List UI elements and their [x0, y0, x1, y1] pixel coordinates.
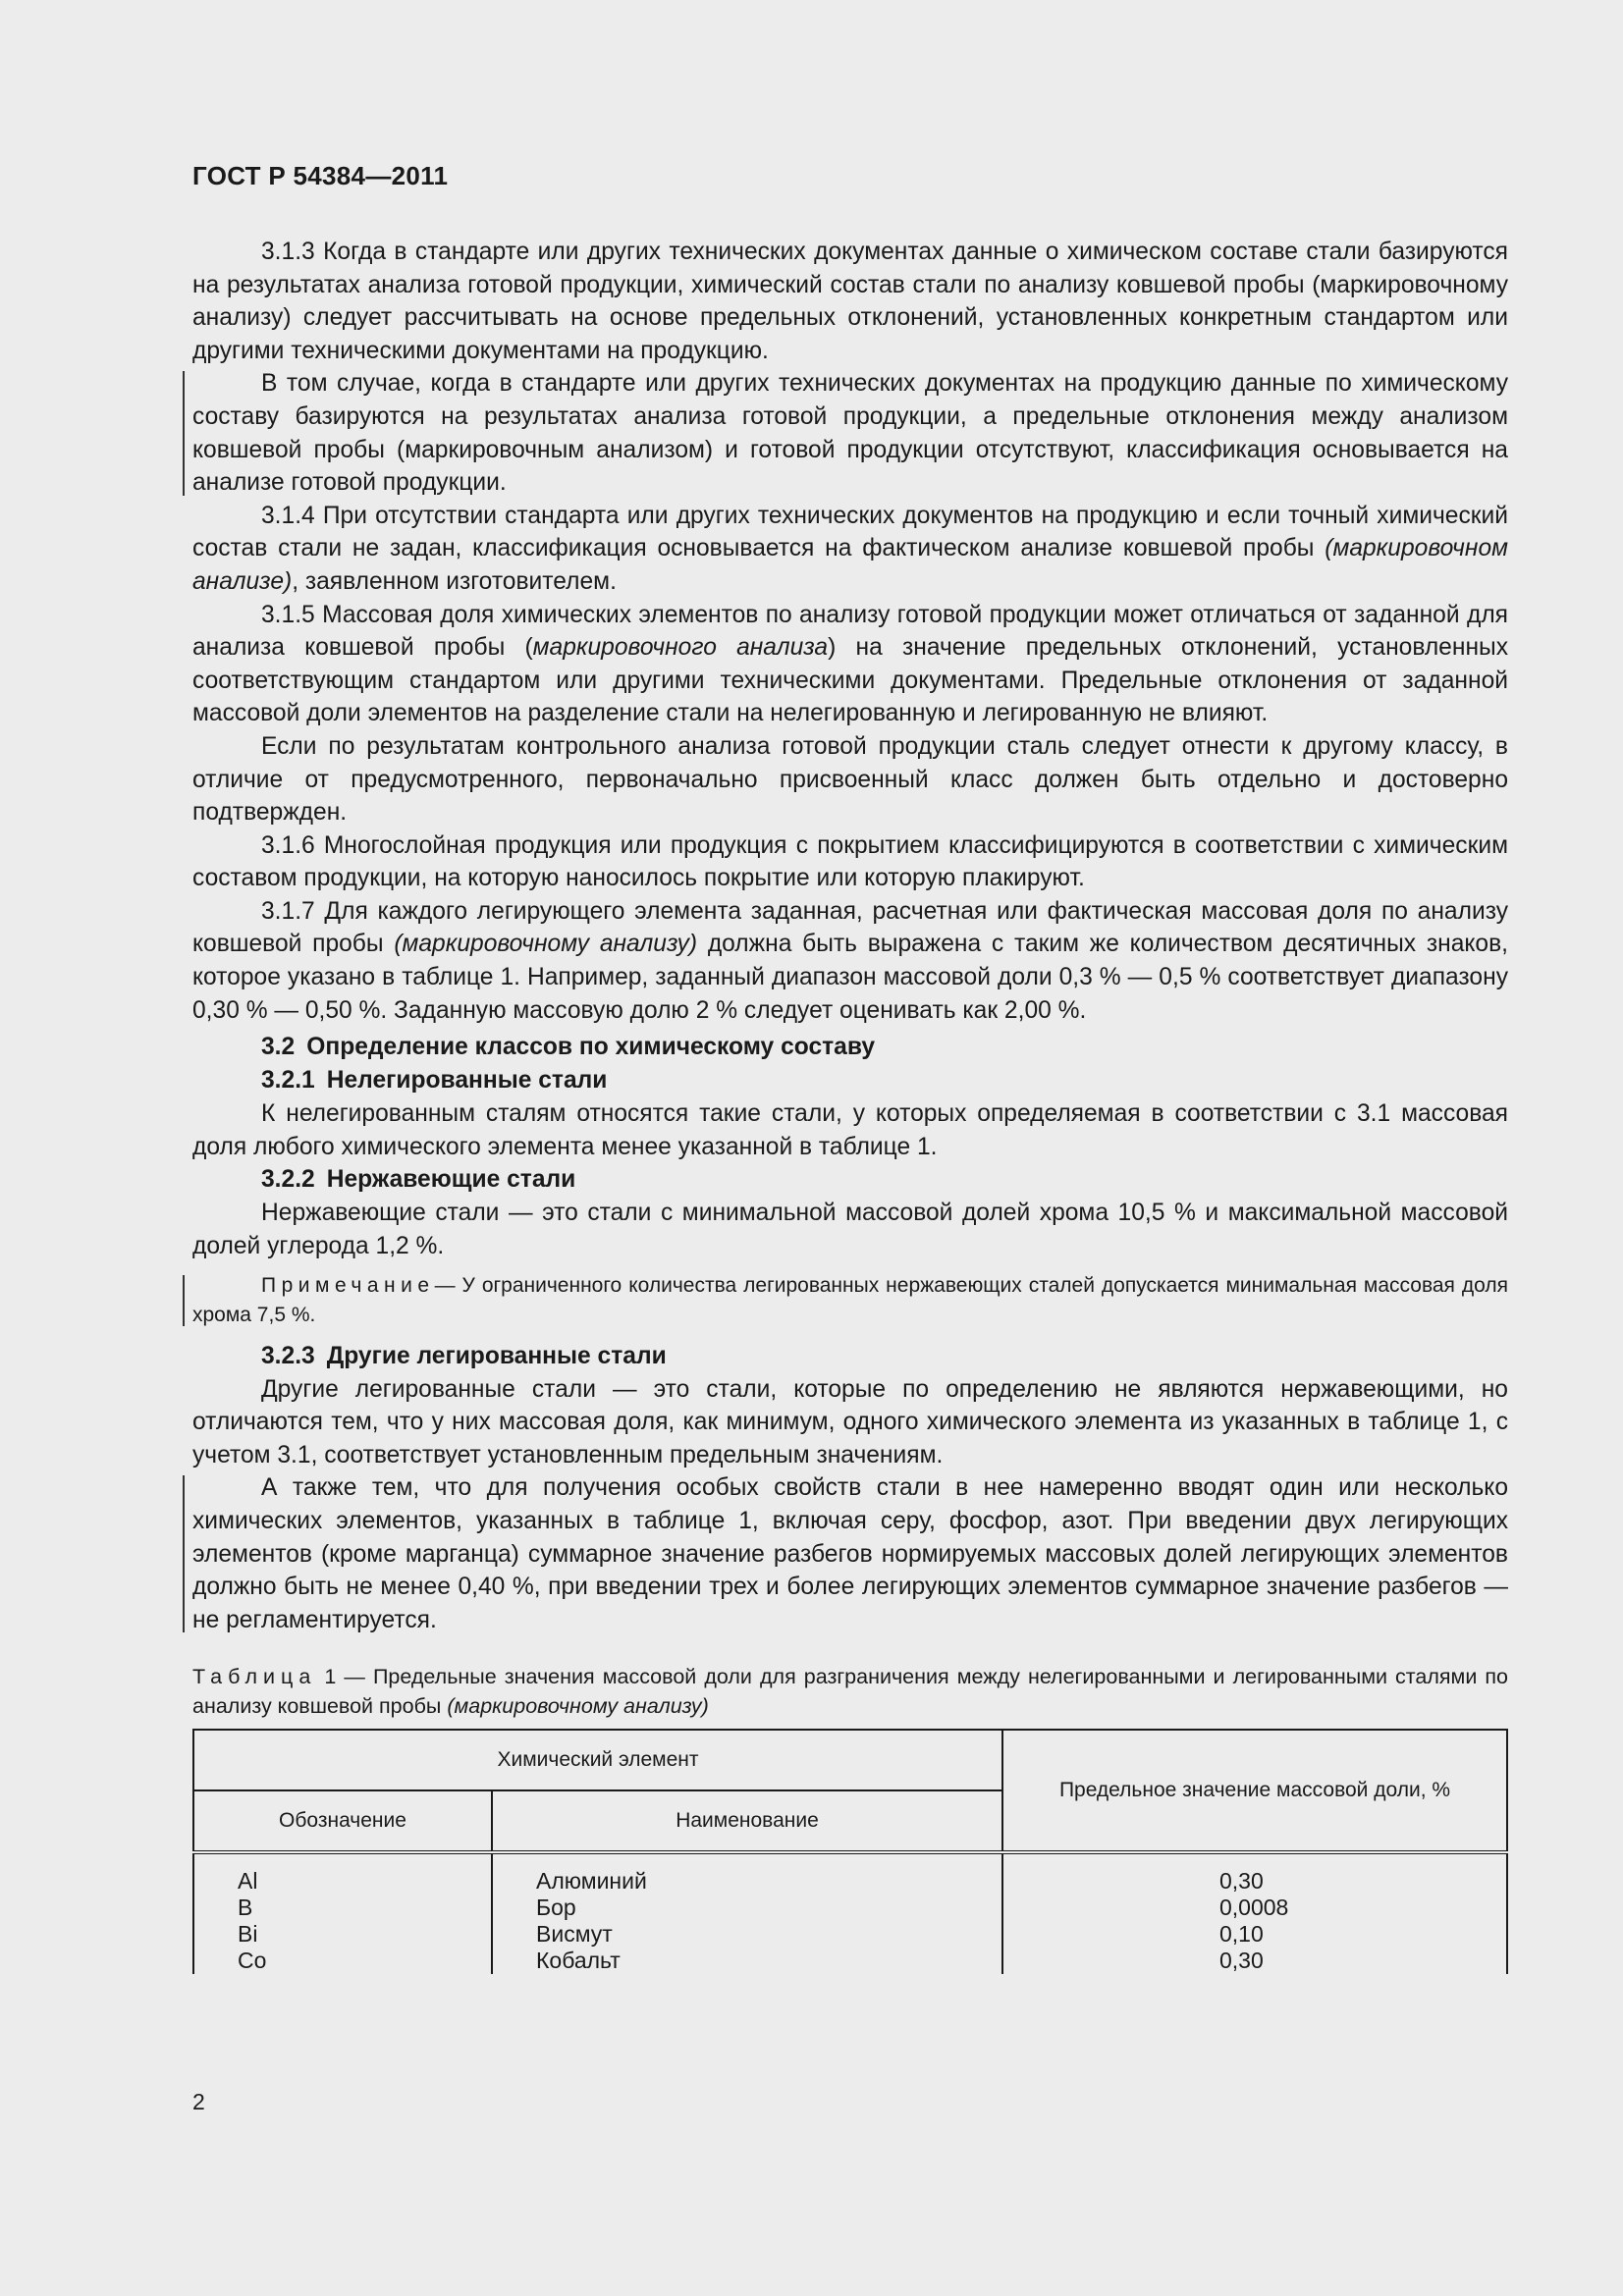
text-run: 3.1.4 При отсутствии стандарта или других технических документов на продукцию и если точный химический состав стали не задан, классификация основывается на фактическом анализе ковшевой пробы	[192, 502, 1508, 562]
section-number: 3.2.1	[261, 1067, 315, 1095]
paragraph-3-2-2: Нержавеющие стали — это стали с минимальной массовой долей хрома 10,5 % и максимальной массовой долей углерода 1,2 %.	[192, 1200, 1508, 1260]
text-run: , заявленном изготовителем.	[292, 567, 617, 595]
paragraph-3-1-5	[192, 599, 1508, 730]
cell-value: 0,0008	[1002, 1895, 1507, 1921]
table-1	[192, 1729, 1508, 1974]
section-number: 3.2.2	[261, 1166, 315, 1194]
paragraph-3-1-7	[192, 895, 1508, 1027]
paragraph-3-1-3-continued: В том случае, когда в стандарте или других технических документах на продукцию данные по химическому составу базируются на результатах анализа готовой продукции, а предельные отклонения между анализом ковшевой пробы (маркировочным анализом) и готовой продукции отсутствуют, классификация основывается на анализе готовой продукции.	[192, 367, 1508, 499]
paragraph-3-1-3: 3.1.3 Когда в стандарте или других технических документах данные о химическом составе стали базируются на результатах анализа готовой продукции, химический состав стали по анализу ковшевой пробы (маркировочному анализу) следует рассчитывать на основе предельных отклонений, установленных конкретным стандартом или другими техническими документами на продукцию.	[192, 239, 1508, 364]
table-caption-label: Таблица	[192, 1665, 317, 1689]
italic-run: маркировочного анализа	[532, 634, 829, 662]
cell-name: Алюминий	[492, 1852, 1002, 1895]
section-heading-3-2-1	[192, 1064, 1508, 1097]
text-run: ) на значение предельных отклонений, установленных соответствующим стандартом или другими техническими документами. Предельные отклонения от заданной массовой доли элементов на разделение стали на нелегированную и легированную не влияют.	[192, 634, 1509, 727]
table-caption-number: 1	[316, 1665, 337, 1689]
table-header-row	[193, 1730, 1507, 1790]
header-limit-value: Предельное значение массовой доли, %	[1002, 1730, 1507, 1852]
cell-value: 0,30	[1002, 1852, 1507, 1895]
document-header: ГОСТ Р 54384—2011	[192, 161, 449, 190]
paragraph-3-1-4	[192, 500, 1508, 599]
header-name: Наименование	[492, 1790, 1002, 1852]
document-body	[192, 236, 1508, 1974]
section-heading-3-2-2	[192, 1163, 1508, 1197]
header-chemical-element: Химический элемент	[193, 1730, 1002, 1790]
cell-name: Бор	[492, 1895, 1002, 1921]
paragraph-3-2-3: Другие легированные стали — это стали, которые по определению не являются нержавеющими, но отличаются тем, что у них массовая доля, как минимум, одного химического элемента из указанных в таблице 1, с учетом 3.1, соответствует установленным предельным значениям.	[192, 1375, 1508, 1468]
table-row	[193, 1852, 1507, 1895]
table-row	[193, 1895, 1507, 1921]
cell-name: Кобальт	[492, 1948, 1002, 1974]
table-row	[193, 1948, 1507, 1974]
text-run: должна быть выражена с таким же количеством десятичных знаков, которое указано в таблице 1. Например, заданный диапазон массовой доли 0,3 % — 0,5 % соответствует диапазону 0,30 % — 0,50 %. Заданную массовую долю 2 % следует оценивать как 2,00 %.	[192, 931, 1508, 1024]
cell-symbol: Co	[193, 1948, 492, 1974]
table-row	[193, 1921, 1507, 1948]
cell-name: Висмут	[492, 1921, 1002, 1948]
cell-value: 0,10	[1002, 1921, 1507, 1948]
cell-symbol: B	[193, 1895, 492, 1921]
section-heading-3-2	[192, 1031, 1508, 1064]
paragraph-3-2-1: К нелегированным сталям относятся такие стали, у которых определяемая в соответствии с 3.1 массовая доля любого химического элемента менее указанной в таблице 1.	[192, 1100, 1508, 1160]
italic-run: (маркировочному анализу)	[394, 931, 698, 958]
text-run: 3.1.5 Массовая доля химических элементов по анализу готовой продукции может отличаться от заданной для анализа ковшевой пробы (	[192, 601, 1508, 662]
section-title: Нержавеющие стали	[326, 1166, 576, 1194]
section-title: Определение классов по химическому составу	[306, 1034, 876, 1061]
note-text: — У ограниченного количества легированных нержавеющих сталей допускается минимальная массовая доля хрома 7,5 %.	[192, 1273, 1508, 1326]
section-number: 3.2	[261, 1034, 296, 1061]
page-number: 2	[192, 2089, 205, 2114]
header-symbol: Обозначение	[193, 1790, 492, 1852]
table-caption-text: — Предельные значения массовой доли для разграничения между нелегированными и легированными сталями по анализу ковшевой пробы	[192, 1665, 1509, 1719]
section-title: Нелегированные стали	[326, 1067, 608, 1095]
note	[192, 1271, 1508, 1330]
cell-symbol: Bi	[193, 1921, 492, 1948]
section-number: 3.2.3	[261, 1342, 315, 1369]
text-run: 3.1.7 Для каждого легирующего элемента заданная, расчетная или фактическая массовая доля по анализу ковшевой пробы	[192, 897, 1508, 958]
section-heading-3-2-3	[192, 1340, 1508, 1373]
paragraph-3-2-3-continued: А также тем, что для получения особых свойств стали в нее намеренно вводят один или несколько химических элементов, указанных в таблице 1, включая серу, фосфор, азот. При введении двух легирующих элементов (кроме марганца) суммарное значение разбегов нормируемых массовых долей легирующих элементов должно быть не менее 0,40 %, при введении трех и более легирующих элементов суммарное значение разбегов — не регламентируется.	[192, 1471, 1508, 1636]
cell-value: 0,30	[1002, 1948, 1507, 1974]
italic-run: (маркировочном анализе)	[192, 535, 1508, 595]
section-title: Другие легированные стали	[326, 1342, 667, 1369]
paragraph-3-1-5-continued: Если по результатам контрольного анализа готовой продукции сталь следует отнести к другому классу, в отличие от предусмотренного, первоначально присвоенный класс должен быть отдельно и достоверно подтвержден.	[192, 732, 1508, 827]
table-caption	[192, 1662, 1508, 1721]
paragraph-3-1-6: 3.1.6 Многослойная продукция или продукция с покрытием классифицируются в соответствии с химическим составом продукции, на которую наносилось покрытие или которую плакируют.	[192, 831, 1508, 892]
table-caption-italic: (маркировочному анализу)	[447, 1694, 709, 1719]
note-label: Примечание	[261, 1273, 435, 1297]
cell-symbol: Al	[193, 1852, 492, 1895]
